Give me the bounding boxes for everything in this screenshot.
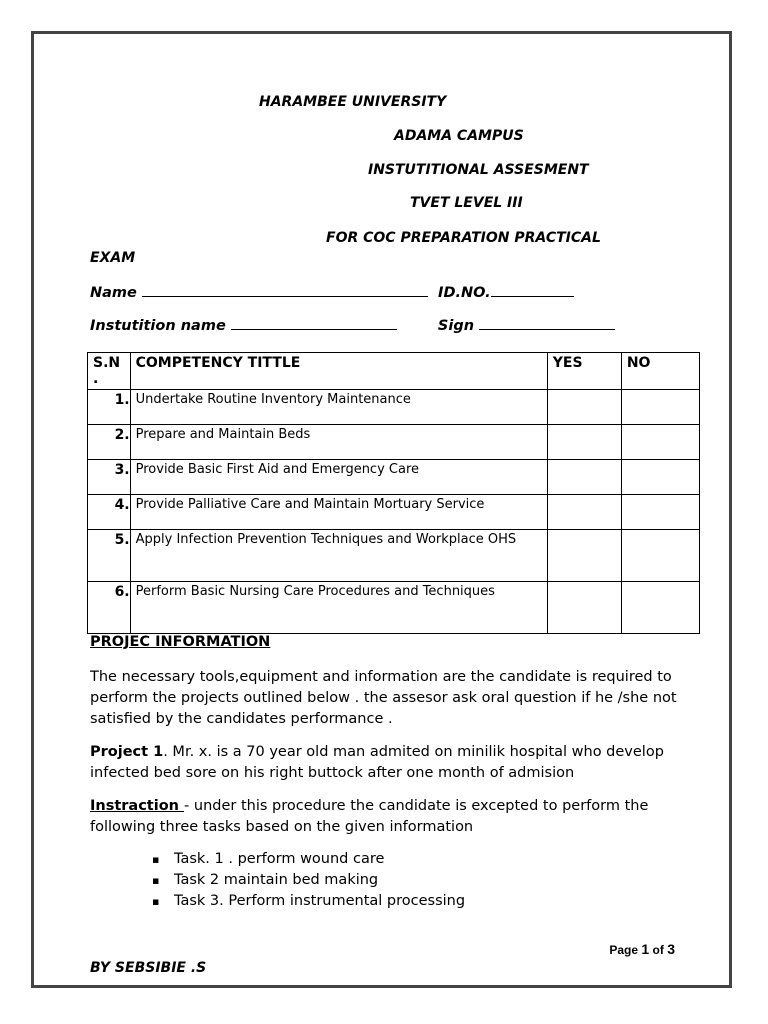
row-sn: 1. [88, 390, 131, 425]
yes-cell[interactable] [547, 495, 621, 530]
exam-title: EXAM [90, 250, 136, 266]
row-sn: 4. [88, 495, 131, 530]
row-sn: 3. [88, 460, 131, 495]
page-current: 1 [641, 941, 650, 957]
competency-table [87, 352, 700, 634]
row-title: Apply Infection Prevention Techniques and Workplace OHS [130, 530, 547, 582]
table-row [88, 530, 700, 582]
row-title: Undertake Routine Inventory Maintenance [130, 390, 547, 425]
table-row [88, 425, 700, 460]
list-item: ▪ Task 3. Perform instrumental processing [152, 891, 465, 912]
instruction-label: Instraction [90, 798, 185, 814]
list-item: ▪ Task 2 maintain bed making [152, 870, 465, 891]
sign-blank[interactable] [479, 317, 615, 330]
sign-label: Sign [437, 318, 475, 334]
project-info-title: PROJEC INFORMATION [90, 634, 271, 650]
row-title: Provide Palliative Care and Maintain Mortuary Service [130, 495, 547, 530]
row-title: Prepare and Maintain Beds [130, 425, 547, 460]
name-label: Name [90, 285, 137, 301]
institution-blank[interactable] [231, 317, 397, 330]
no-cell[interactable] [621, 390, 699, 425]
table-header-row [88, 353, 700, 390]
assessment-title: INSTUTITIONAL ASSESMENT [368, 162, 589, 178]
id-blank[interactable] [491, 284, 574, 297]
row-title: Provide Basic First Aid and Emergency Care [130, 460, 547, 495]
table-row [88, 390, 700, 425]
page-word: Page [609, 943, 639, 957]
header-no: NO [621, 353, 699, 390]
id-label: ID.NO. [438, 285, 491, 301]
institution-label: Instutition name [90, 318, 226, 334]
row-sn: 2. [88, 425, 131, 460]
no-cell[interactable] [621, 425, 699, 460]
university-title: HARAMBEE UNIVERSITY [259, 94, 447, 110]
no-cell[interactable] [621, 582, 699, 634]
instruction-text: - under this procedure the candidate is excepted to perform the following three tasks based on the given information [90, 798, 649, 835]
header-sn: S.N . [88, 353, 131, 390]
campus-title: ADAMA CAMPUS [394, 128, 524, 144]
name-row [90, 284, 574, 301]
yes-cell[interactable] [547, 530, 621, 582]
table-row [88, 495, 700, 530]
table-row [88, 460, 700, 495]
project-text: . Mr. x. is a 70 year old man admited on minilik hospital who develop infected bed sore on his right buttock after one month of admision [90, 744, 664, 781]
of-word: of [652, 943, 664, 957]
institution-row [90, 317, 615, 334]
document-page [31, 31, 732, 988]
yes-cell[interactable] [547, 582, 621, 634]
yes-cell[interactable] [547, 390, 621, 425]
name-blank[interactable] [142, 284, 428, 297]
author-line: BY SEBSIBIE .S [90, 960, 207, 976]
row-title: Perform Basic Nursing Care Procedures and Techniques [130, 582, 547, 634]
yes-cell[interactable] [547, 460, 621, 495]
no-cell[interactable] [621, 530, 699, 582]
no-cell[interactable] [621, 495, 699, 530]
purpose-title: FOR COC PREPARATION PRACTICAL [326, 230, 601, 246]
no-cell[interactable] [621, 460, 699, 495]
header-yes: YES [547, 353, 621, 390]
table-row [88, 582, 700, 634]
header-title: COMPETENCY TITTLE [130, 353, 547, 390]
task-list [152, 849, 465, 912]
project-label: Project 1 [90, 744, 164, 760]
level-title: TVET LEVEL III [410, 195, 523, 211]
row-sn: 5. [88, 530, 131, 582]
row-sn: 6. [88, 582, 131, 634]
project-info-text: The necessary tools,equipment and information are the candidate is required to perform the projects outlined below . the assesor ask oral question if he /she not satisfied by the candidates performance . [90, 669, 677, 727]
list-item: ▪ Task. 1 . perform wound care [152, 849, 465, 870]
yes-cell[interactable] [547, 425, 621, 460]
project-paragraph [90, 742, 690, 784]
page-total: 3 [667, 941, 675, 957]
instruction-paragraph [90, 796, 690, 838]
page-number [609, 941, 675, 957]
